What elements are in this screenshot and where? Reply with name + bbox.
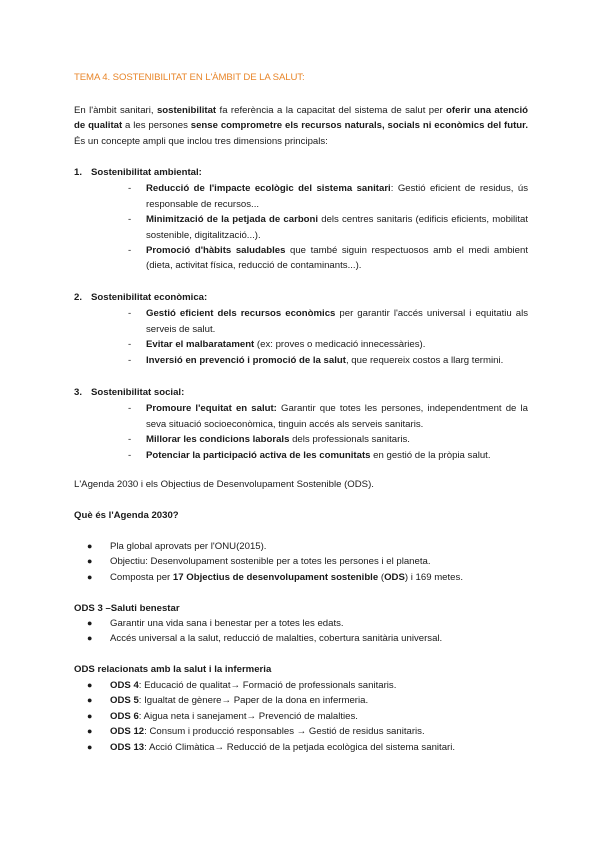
item-bold: Potenciar la participació activa de les comunitats xyxy=(146,449,371,461)
item-bold: Inversió en prevenció i promoció de la salut xyxy=(146,354,346,366)
item-bold: Evitar el malbaratament xyxy=(146,339,255,351)
item-text: dels professionals sanitaris. xyxy=(289,434,410,446)
intro-bold: oferir una atenció de qualitat xyxy=(74,105,529,132)
list-item: ● Garantir una vida sana i benestar per a totes les edats. xyxy=(87,618,344,629)
section-social xyxy=(74,385,528,463)
intro-text: a les persones xyxy=(122,120,191,132)
intro-text: fa referència a la capacitat del sistema de salut per xyxy=(216,105,447,116)
list-item: ● ODS 13: Acció Climàtica→ Reducció de la petjada ecològica del sistema sanitari. xyxy=(87,741,456,753)
item-text: per garantir l'accés universal i equitatiu als serveis de salut. xyxy=(146,308,528,335)
list-item: ● Objectiu: Desenvolupament sostenible per a totes les persones i el planeta. xyxy=(87,556,431,568)
item-bold: Reducció de l'impacte ecològic del sistema sanitari xyxy=(146,183,391,195)
question-mark: ? xyxy=(172,510,179,521)
ods3-heading xyxy=(74,601,528,616)
item-text: en gestió de la pròpia salut. xyxy=(370,449,491,461)
item-text: ) i 169 metes. xyxy=(404,571,463,583)
agenda-bullets xyxy=(74,539,528,585)
item-text: : Educació de qualitat→ Formació de professionals sanitaris. xyxy=(138,680,397,691)
list-item: ● ODS 4: Educació de qualitat→ Formació de professionals sanitaris. xyxy=(87,680,397,691)
item-bold: ODS xyxy=(384,571,405,583)
item-text: que també siguin respectuosos amb el medi ambient (dieta, activitat física, reducció de contaminants...). xyxy=(146,245,528,272)
list-item: ● ODS 5: Igualtat de gènere→ Paper de la dona en infermeria. xyxy=(87,695,369,707)
item-bold: ODS 12 xyxy=(110,726,145,738)
dash-list xyxy=(74,401,528,463)
list-item: - Minimització de la petjada de carboni dels centres sanitaris (edificis eficients, mobilitat sostenible, digitalització...). xyxy=(128,214,528,241)
item-text: Garantir que totes les persones, independentment de la seva situació socioeconòmica, tinguin accés als serveis sanitaris. xyxy=(146,403,528,430)
list-item: ● Accés universal a la salut, reducció de malalties, cobertura sanitària universal. xyxy=(87,633,443,645)
item-text: ( xyxy=(378,571,385,583)
item-text: Composta per xyxy=(110,571,173,583)
item-text: Pla global aprovats per l'ONU(2015). xyxy=(110,541,267,552)
intro-paragraph xyxy=(74,103,528,149)
question-text: Què és l'Agenda xyxy=(74,510,152,521)
item-text: dels centres sanitaris (edificis eficients, mobilitat sostenible, digitalització...). xyxy=(146,214,528,241)
ods3-code: ODS 3 xyxy=(74,603,103,614)
list-item: - Inversió en prevenció i promoció de la salut, que requereix costos a llarg termini. xyxy=(128,354,504,366)
related-heading: ODS relacionats amb la salut i la infermeria xyxy=(74,664,272,675)
item-bold: Promoure l'equitat en salut: xyxy=(146,403,277,415)
intro-bold: sense comprometre els recursos naturals, socials ni econòmics del futur. xyxy=(190,120,528,132)
question-year: 2030 xyxy=(151,510,173,521)
intro-text: En l'àmbit sanitari, xyxy=(74,105,157,116)
list-item: ● Composta per 17 Objectius de desenvolupament sostenible (ODS) i 169 metes. xyxy=(87,571,463,583)
item-text: : Consum i producció responsables → Gestió de residus sanitaris. xyxy=(144,726,425,738)
list-item: - Reducció de l'impacte ecològic del sistema sanitari: Gestió eficient de residus, ús responsable de recursos... xyxy=(128,183,529,210)
item-text: (ex: proves o medicació innecessàries). xyxy=(254,339,426,351)
list-item: - Millorar les condicions laborals dels professionals sanitaris. xyxy=(128,434,410,446)
item-bold: ODS 6 xyxy=(110,710,139,722)
list-item: - Potenciar la participació activa de les comunitats en gestió de la pròpia salut. xyxy=(128,449,491,461)
item-text: : Igualtat de gènere→ Paper de la dona en infermeria. xyxy=(138,695,369,707)
item-text: Garantir una vida sana i benestar per a totes les edats. xyxy=(110,618,344,629)
item-text: Accés universal a la salut, reducció de malalties, cobertura sanitària universal. xyxy=(110,633,443,645)
item-text: : Gestió eficient de residus, ús responsable de recursos... xyxy=(146,183,529,210)
item-bold: ODS 4 xyxy=(110,680,139,691)
dash-list xyxy=(74,306,528,368)
section-number: 1. xyxy=(74,167,83,178)
intro-bold: sostenibilitat xyxy=(156,105,217,116)
list-item: - Promoure l'equitat en salut: Garantir que totes les persones, independentment de la seva situació socioeconòmica, tinguin accés als serveis sanitaris. xyxy=(128,403,528,430)
list-item: ● ODS 6: Aigua neta i sanejament→ Prevenció de malalties. xyxy=(87,710,358,722)
section-heading xyxy=(74,385,528,400)
item-bold: ODS 5 xyxy=(110,695,139,707)
item-bold: Gestió eficient dels recursos econòmics xyxy=(146,308,336,320)
section-heading xyxy=(74,290,528,305)
ods3-title: –Saluti benestar xyxy=(102,603,180,614)
ods3-bullets xyxy=(74,616,528,647)
item-text: Objectiu: Desenvolupament sostenible per a totes les persones i el planeta. xyxy=(110,556,431,568)
intro-text: És un concepte ampli que inclou tres dimensions principals: xyxy=(74,135,328,147)
item-bold: Millorar les condicions laborals xyxy=(146,434,290,446)
item-bold: Minimització de la petjada de carboni xyxy=(146,214,319,226)
section-economic xyxy=(74,290,528,368)
item-bold: Promoció d'hàbits saludables xyxy=(146,245,286,257)
section-heading xyxy=(74,165,528,180)
agenda-question xyxy=(74,508,528,523)
section-title: Sostenibilitat social: xyxy=(91,387,185,398)
list-item: ● ODS 12: Consum i producció responsables → Gestió de residus sanitaris. xyxy=(87,726,425,738)
agenda-line: L'Agenda 2030 i els Objectius de Desenvolupament Sostenible (ODS). xyxy=(74,479,374,490)
document-title: TEMA 4. SOSTENIBILITAT EN L'ÀMBIT DE LA SALUT: xyxy=(74,72,305,83)
item-text: : Acció Climàtica→ Reducció de la petjada ecològica del sistema sanitari. xyxy=(144,741,456,753)
section-environmental xyxy=(74,165,528,274)
dash-list xyxy=(74,181,528,273)
section-title: Sostenibilitat econòmica: xyxy=(91,292,208,303)
item-text: , que requereix costos a llarg termini. xyxy=(345,354,504,366)
section-number: 2. xyxy=(74,292,83,303)
item-bold: ODS 13 xyxy=(110,741,145,753)
item-bold: 17 Objectius de desenvolupament sostenible xyxy=(172,571,379,583)
section-number: 3. xyxy=(74,387,83,398)
list-item: - Gestió eficient dels recursos econòmics per garantir l'accés universal i equitatiu als serveis de salut. xyxy=(128,308,528,335)
item-text: : Aigua neta i sanejament→ Prevenció de malalties. xyxy=(138,710,358,722)
related-bullets xyxy=(74,678,528,755)
list-item: ● Pla global aprovats per l'ONU(2015). xyxy=(87,541,267,552)
list-item: - Promoció d'hàbits saludables que també siguin respectuosos amb el medi ambient (dieta, activitat física, reducció de contaminants...). xyxy=(128,245,528,272)
list-item: - Evitar el malbaratament (ex: proves o medicació innecessàries). xyxy=(128,339,426,351)
section-title: Sostenibilitat ambiental: xyxy=(91,167,202,178)
